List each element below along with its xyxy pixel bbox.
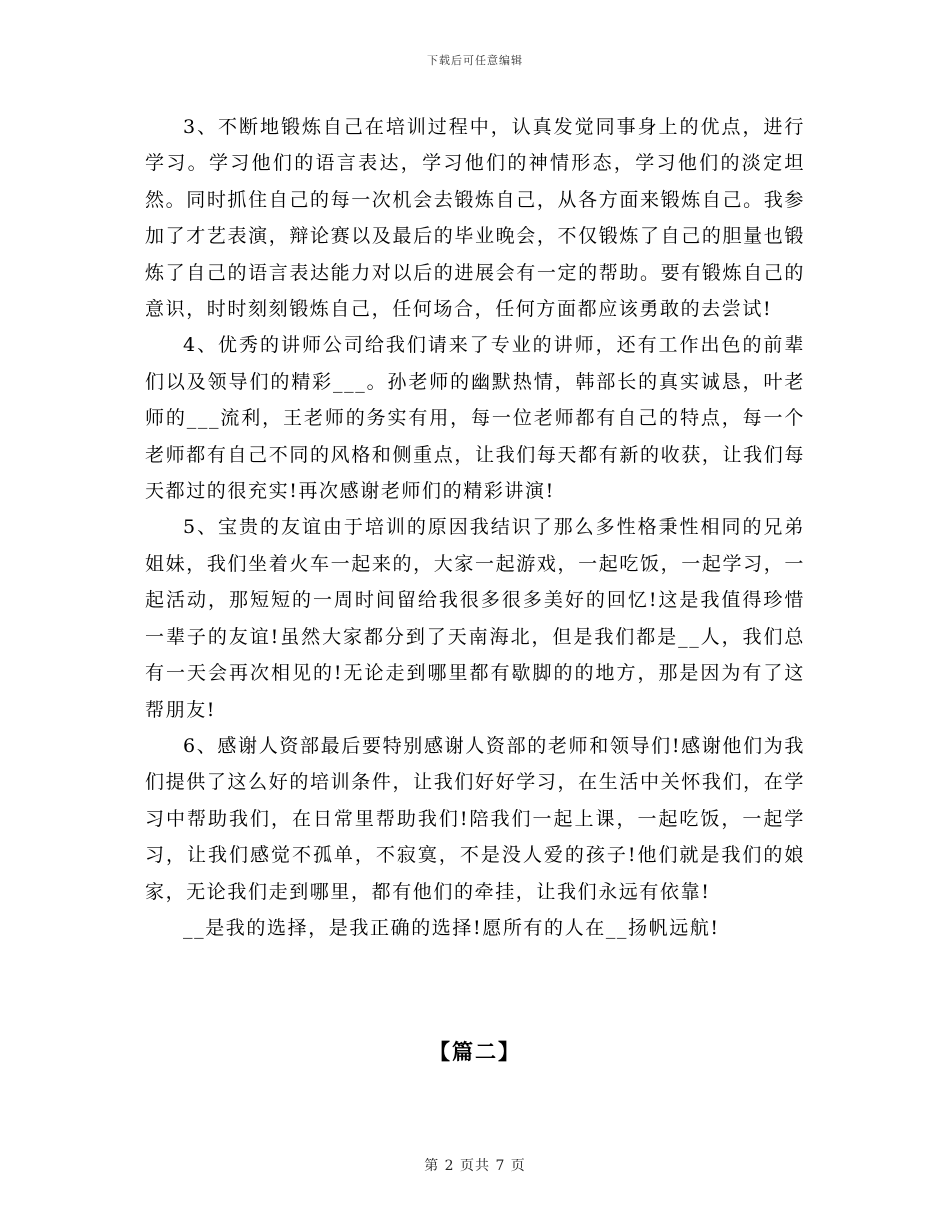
document-body [145, 109, 805, 946]
page-footer: 第 2 页共 7 页 [424, 1158, 526, 1174]
paragraph-5: 5、宝贵的友谊由于培训的原因我结识了那么多性格秉性相同的兄弟姐妹，我们坐着火车一起来的，大家一起游戏，一起吃饭，一起学习，一起活动，那短短的一周时间留给我很多很多美好的回忆!这是我值得珍惜一辈子的友谊!虽然大家都分到了天南海北，但是我们都是__人，我们总有一天会再次相见的!无论走到哪里都有歇脚的的地方，那是因为有了这帮朋友! [145, 516, 805, 721]
paragraph-3: 3、不断地锻炼自己在培训过程中，认真发觉同事身上的优点，进行学习。学习他们的语言表达，学习他们的神情形态，学习他们的淡定坦然。同时抓住自己的每一次机会去锻炼自己，从各方面来锻炼自己。我参加了才艺表演，辩论赛以及最后的毕业晚会，不仅锻炼了自己的胆量也锻炼了自己的语言表达能力对以后的进展会有一定的帮助。要有锻炼自己的意识，时时刻刻锻炼自己，任何场合，任何方面都应该勇敢的去尝试! [145, 116, 805, 321]
paragraph-4: 4、优秀的讲师公司给我们请来了专业的讲师，还有工作出色的前辈们以及领导们的精彩___。孙老师的幽默热情，韩部长的真实诚恳，叶老师的___流利，王老师的务实有用，每一位老师都有自己的特点，每一个老师都有自己不同的风格和侧重点，让我们每天都有新的收获，让我们每天都过的很充实!再次感谢老师们的精彩讲演! [145, 334, 805, 503]
closing-paragraph: __是我的选择，是我正确的选择!愿所有的人在__扬帆远航! [183, 916, 720, 939]
page-header: 下载后可任意编辑 [427, 54, 523, 67]
paragraph-6: 6、感谢人资部最后要特别感谢人资部的老师和领导们!感谢他们为我们提供了这么好的培训条件，让我们好好学习，在生活中关怀我们，在学习中帮助我们，在日常里帮助我们!陪我们一起上课，一起吃饭，一起学习，让我们感觉不孤单，不寂寞，不是没人爱的孩子!他们就是我们的娘家，无论我们走到哪里，都有他们的牵挂，让我们永远有依靠! [145, 734, 805, 903]
section-heading: 【篇二】 [429, 1040, 521, 1064]
